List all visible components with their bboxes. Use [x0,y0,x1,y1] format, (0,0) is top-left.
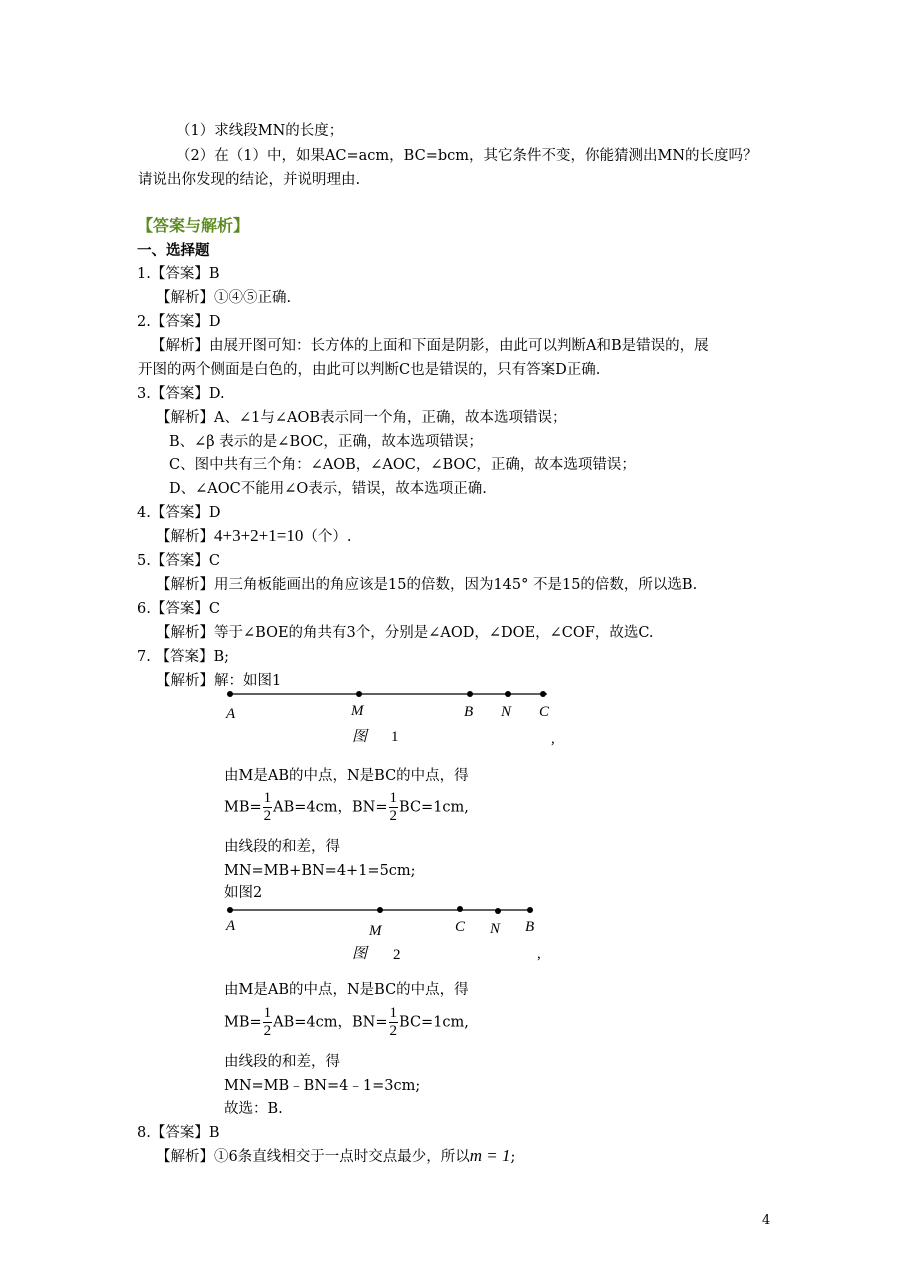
step-mn-sum: MN=MB+BN=4+1=5cm; [224,863,416,879]
point-m [377,907,383,913]
point-c [540,691,546,697]
question-part2-continued: 请说出你发现的结论，并说明理由. [138,172,361,188]
conclusion-7: 故选：B. [224,1101,283,1117]
label-b: B [525,919,535,935]
label-m: M [351,703,364,719]
fraction-numerator: 1 [389,790,398,806]
explanation-8-formula: m = 1 [469,1146,511,1165]
label-c: C [455,919,466,935]
figure-2-comma: , [537,946,541,962]
step-midpoints-1: 由M是AB的中点，N是BC的中点，得 [224,768,469,784]
step-sum-diff-1: 由线段的和差，得 [224,839,340,855]
answer-3: 3.【答案】D. [137,386,225,402]
explanation-4-label: 【解析】 [156,529,214,545]
fraction-numerator: 1 [389,1005,398,1021]
answer-4: 4.【答案】D [137,505,221,521]
step-mn-difference: MN=MB﹣BN=4﹣1=3cm; [224,1078,421,1094]
figure-1-number: 1 [391,729,399,745]
question-part2: （2）在（1）中，如果AC=acm，BC=bcm，其它条件不变，你能猜测出MN的长度吗？ [176,148,758,164]
mb-label: MB= [224,799,262,816]
label-a: A [226,706,236,722]
point-m [356,691,362,697]
answer-6: 6.【答案】C [137,601,220,617]
explanation-8-text: 【解析】①6条直线相交于一点时交点最少，所以 [156,1149,470,1165]
bc-text: BC=1cm, [399,1014,469,1031]
fraction-denominator: 2 [389,1023,398,1039]
explanation-3-line1: 【解析】A、∠1与∠AOB表示同一个角，正确，故本选项错误； [156,410,567,426]
fraction-denominator: 2 [263,1023,272,1039]
explanation-8-end: ; [510,1149,516,1165]
page-number: 4 [762,1213,771,1228]
explanation-3-line2: B、∠β 表示的是∠BOC，正确，故本选项错误； [169,434,483,450]
fraction-numerator: 1 [263,1005,272,1021]
ab-bn-text: AB=4cm，BN= [273,799,388,816]
point-n [505,691,511,697]
label-b: B [464,704,474,720]
label-n: N [490,921,501,937]
label-m: M [369,923,382,939]
explanation-5: 【解析】用三角板能画出的角应该是15的倍数，因为145° 不是15的倍数，所以选B. [156,577,698,593]
figure-2-intro: 如图2 [224,885,263,901]
figure-2-number: 2 [393,947,401,963]
explanation-4-unit: （个）. [303,529,352,545]
label-c: C [539,704,550,720]
step-half-lengths-2 [224,1005,469,1040]
answer-1: 1.【答案】B [137,266,220,282]
answer-8: 8.【答案】B [137,1125,220,1141]
explanation-1: 【解析】①④⑤正确. [156,290,292,306]
explanation-8 [156,1146,515,1167]
label-a: A [226,918,236,934]
section-heading-multiple-choice: 一、选择题 [137,242,210,259]
fraction-one-half [263,790,273,825]
point-a [227,907,233,913]
explanation-7: 【解析】解：如图1 [156,673,282,689]
fraction-numerator: 1 [263,790,272,806]
explanation-3-line3: C、图中共有三个角：∠AOB，∠AOC，∠BOC，正确，故本选项错误； [169,457,636,473]
figure-1 [220,684,580,750]
explanation-6: 【解析】等于∠BOE的角共有3个，分别是∠AOD，∠DOE，∠COF，故选C. [156,625,654,641]
figure-1-comma: , [551,731,555,747]
label-n: N [501,704,512,720]
explanation-4-formula: 4+3+2+1=10 [214,526,304,545]
point-b [467,691,473,697]
answer-7: 7. 【答案】B; [137,649,229,665]
figure-1-caption: 图 [352,729,368,745]
explanation-2-line2: 开图的两个侧面是白色的，由此可以判断C也是错误的，只有答案D正确. [138,362,601,378]
step-half-lengths-1 [224,790,469,825]
point-n [495,908,501,914]
mb-label: MB= [224,1014,262,1031]
step-midpoints-2: 由M是AB的中点，N是BC的中点，得 [224,982,469,998]
answers-heading: 【答案与解析】 [137,216,250,235]
explanation-3-line4: D、∠AOC不能用∠O表示，错误，故本选项正确. [169,481,487,497]
point-a [227,691,233,697]
ab-bn-text: AB=4cm，BN= [273,1014,388,1031]
fraction-one-half [263,1005,273,1040]
figure-2-caption: 图 [352,946,368,962]
point-c [457,906,463,912]
question-part1: （1）求线段MN的长度； [176,123,344,139]
fraction-one-half [389,1005,399,1040]
point-b [527,907,533,913]
answer-5: 5.【答案】C [137,553,220,569]
fraction-denominator: 2 [263,808,272,824]
step-sum-diff-2: 由线段的和差，得 [224,1054,340,1070]
answer-2: 2.【答案】D [137,314,221,330]
bc-text: BC=1cm, [399,799,469,816]
explanation-2-line1: 【解析】由展开图可知：长方体的上面和下面是阴影，由此可以判断A和B是错误的，展 [151,338,709,354]
figure-2 [220,900,580,966]
explanation-4 [156,526,351,547]
fraction-denominator: 2 [389,808,398,824]
fraction-one-half [389,790,399,825]
